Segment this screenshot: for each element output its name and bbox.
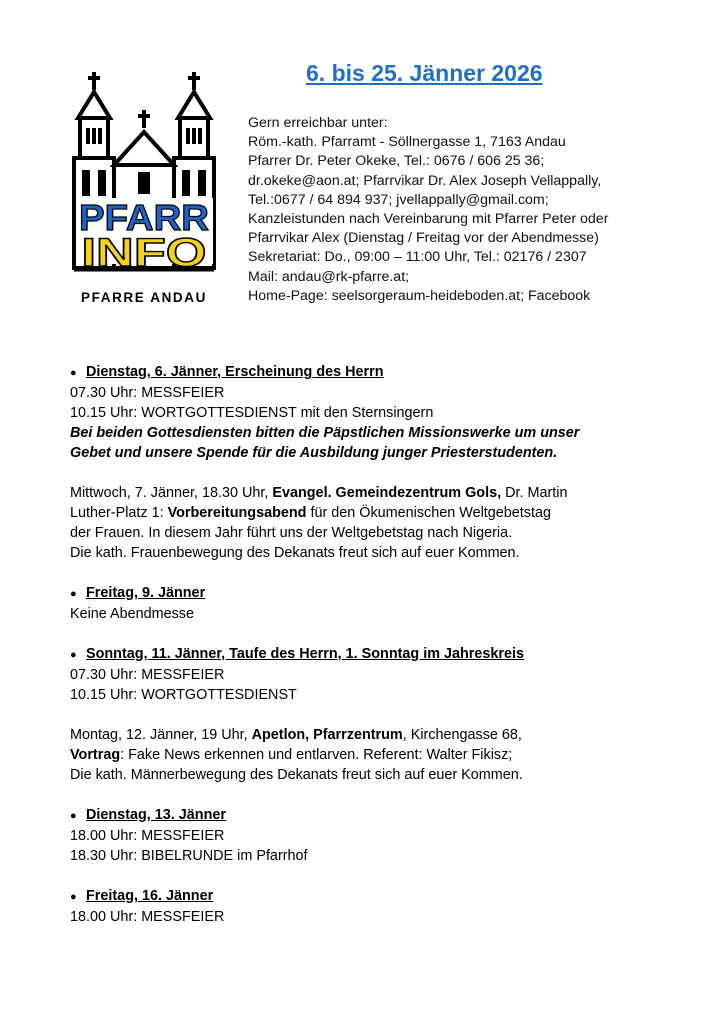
event-heading: ● Sonntag, 11. Jänner, Taufe des Herrn, 1. Sonntag im Jahreskreis [70,644,710,665]
contact-block [248,114,718,306]
logo-info-text: INFO [81,231,207,275]
event-line: 18.00 Uhr: MESSFEIER [70,828,225,844]
bullet-icon: ● [70,588,77,600]
schedule [70,362,710,927]
event-heading: ● Dienstag, 13. Jänner [70,805,710,826]
contact-email: Tel.:0677 / 64 894 937; jvellappally@gmail.com; [248,191,549,208]
contact-homepage: Home-Page: seelsorgeraum-heideboden.at; Facebook [248,287,591,304]
bullet-icon: ● [70,649,77,661]
event-heading: ● Dienstag, 6. Jänner, Erscheinung des Herrn [70,362,710,383]
contact-email: dr.okeke@aon.at; Pfarrvikar Dr. Alex Joseph Vellappally, [248,172,602,189]
event-line: 18.00 Uhr: MESSFEIER [70,909,225,925]
contact-line: Röm.-kath. Pfarramt - Söllnergasse 1, 7163 Andau [248,134,566,151]
contact-email: Mail: andau@rk-pfarre.at; [248,268,410,285]
notice-line: Die kath. Männerbewegung des Dekanats freut sich auf euer Kommen. [70,767,523,783]
logo-caption: PFARRE ANDAU [81,290,207,305]
event-note: Gebet und unsere Spende für die Ausbildung junger Priesterstudenten. [70,445,558,461]
contact-line: Pfarrer Dr. Peter Okeke, Tel.: 0676 / 606 25 36; [248,153,545,170]
notice-line: Montag, 12. Jänner, 19 Uhr, Apetlon, Pfarrzentrum, Kirchengasse 68, [70,727,522,743]
event-heading: ● Freitag, 16. Jänner [70,886,710,907]
logo-pfarr-text: PFARR [79,197,209,238]
notice-line: Luther-Platz 1: Vorbereitungsabend für den Ökumenischen Weltgebetstag [70,505,551,521]
event-note: Bei beiden Gottesdiensten bitten die Päpstlichen Missionswerke um unser [70,425,580,441]
event-heading: ● Freitag, 9. Jänner [70,583,710,604]
event-line: Keine Abendmesse [70,606,195,622]
contact-line: Sekretariat: Do., 09:00 – 11:00 Uhr, Tel.: 02176 / 2307 [248,249,587,266]
event-line: 10.15 Uhr: WORTGOTTESDIENST mit den Sternsingern [70,405,434,421]
contact-line: Kanzleistunden nach Vereinbarung mit Pfarrer Peter oder [248,211,609,228]
contact-line: Gern erreichbar unter: [248,115,388,131]
bullet-icon: ● [70,891,77,903]
bullet-icon: ● [70,367,77,379]
contact-line: Pfarrvikar Alex (Dienstag / Freitag vor der Abendmesse) [248,230,599,247]
page-title: 6. bis 25. Jänner 2026 [306,60,543,86]
event-line: 07.30 Uhr: MESSFEIER [70,667,225,683]
pfarre-andau-logo [72,70,217,310]
notice-line: Mittwoch, 7. Jänner, 18.30 Uhr, Evangel. Gemeindezentrum Gols, Dr. Martin [70,485,568,501]
notice-line: Die kath. Frauenbewegung des Dekanats freut sich auf euer Kommen. [70,545,520,561]
event-line: 07.30 Uhr: MESSFEIER [70,385,225,401]
event-line: 10.15 Uhr: WORTGOTTESDIENST [70,687,297,703]
notice-line: der Frauen. In diesem Jahr führt uns der Weltgebetstag nach Nigeria. [70,525,513,541]
event-line: 18.30 Uhr: BIBELRUNDE im Pfarrhof [70,848,308,864]
notice-line: Vortrag: Fake News erkennen und entlarven. Referent: Walter Fikisz; [70,747,513,763]
bullet-icon: ● [70,810,77,822]
